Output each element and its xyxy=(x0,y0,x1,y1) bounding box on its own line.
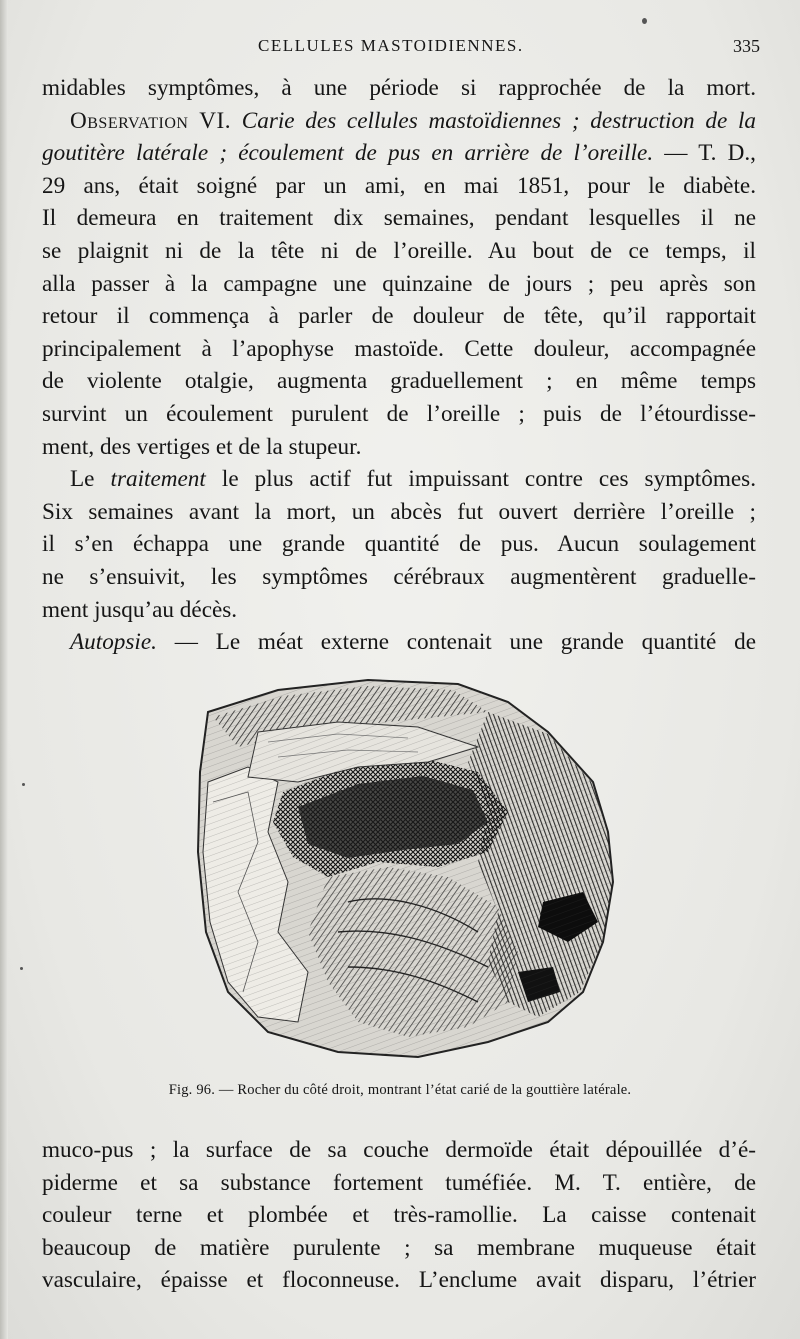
observation-title: Carie des cellules mastoïdiennes ; destruction de la xyxy=(241,107,757,134)
body-text-top xyxy=(42,72,756,659)
text-line xyxy=(42,333,756,366)
text-span: retour il commença à parler de douleur de tête, qu’il rapportait xyxy=(42,303,756,330)
print-speck xyxy=(642,18,647,24)
text-span: principalement à l’apophyse mastoïde. Cette douleur, accompagnée xyxy=(42,335,756,362)
text-span: — Le méat externe contenait une grande quantité de xyxy=(156,629,756,656)
text-line xyxy=(42,202,756,235)
text-line xyxy=(42,170,756,203)
text-span: Six semaines avant la mort, un abcès fut ouvert derrière l’oreille ; xyxy=(42,498,756,525)
text-line xyxy=(42,268,756,301)
observation-heading-line xyxy=(42,105,756,138)
figure-engraving-temporal-bone xyxy=(188,672,618,1062)
text-line xyxy=(42,365,756,398)
page-header xyxy=(0,32,800,60)
text-span: — T. D., xyxy=(664,140,756,167)
text-line xyxy=(42,626,756,659)
italic-term-autopsie: Autopsie. xyxy=(70,629,157,656)
text-span: ment jusqu’au décès. xyxy=(42,596,238,623)
text-line xyxy=(42,398,756,431)
observation-title-cont: goutitère latérale ; écoulement de pus en arrière de l’oreille. xyxy=(42,140,654,167)
text-span: 29 ans, était soigné par un ami, en mai 1851, pour le diabète. xyxy=(42,172,756,199)
text-line xyxy=(42,1232,756,1265)
text-span: ment, des vertiges et de la stupeur. xyxy=(42,433,362,460)
text-line xyxy=(42,528,756,561)
text-line xyxy=(42,1134,756,1167)
text-span: survint un écoulement purulent de l’oreille ; puis de l’étourdisse- xyxy=(42,400,756,427)
text-span: alla passer à la campagne une quinzaine de jours ; peu après son xyxy=(42,270,756,297)
text-line xyxy=(42,1264,756,1297)
text-line xyxy=(42,594,756,627)
text-span: Le xyxy=(70,466,111,493)
engraving-illustration xyxy=(188,672,618,1062)
text-span: couleur terne et plombée et très-ramollie. La caisse contenait xyxy=(42,1202,756,1229)
italic-term-traitement: traitement xyxy=(110,466,206,493)
print-speck xyxy=(22,783,25,786)
text-span: muco-pus ; la surface de sa couche dermoïde était dépouillée d’é- xyxy=(42,1137,756,1163)
text-span: se plaignit ni de la tête ni de l’oreille. Au bout de ce temps, il xyxy=(42,237,756,264)
text-line xyxy=(42,1167,756,1200)
running-title: CELLULES MASTOIDIENNES. xyxy=(258,36,524,55)
text-span: vasculaire, épaisse et floconneuse. L’enclume avait disparu, l’étrier xyxy=(42,1267,756,1294)
page-number: 335 xyxy=(733,36,760,56)
text-span: le plus actif fut impuissant contre ces symptômes. xyxy=(205,466,756,493)
text-line xyxy=(42,137,756,170)
text-line xyxy=(42,496,756,529)
text-span: piderme et sa substance fortement tuméfiée. M. T. entière, de xyxy=(42,1169,756,1196)
text-line xyxy=(42,1199,756,1232)
figure-caption: Fig. 96. — Rocher du côté droit, montrant l’état carié de la gouttière latérale. xyxy=(168,1082,632,1098)
text-line xyxy=(42,463,756,496)
text-line xyxy=(42,235,756,268)
text-line xyxy=(42,300,756,333)
body-text-bottom xyxy=(42,1134,756,1297)
print-speck xyxy=(20,967,23,970)
text-line xyxy=(42,72,756,105)
text-span: midables symptômes, à une période si rapprochée de la mort. xyxy=(42,75,756,101)
text-span: beaucoup de matière purulente ; sa membrane muqueuse était xyxy=(42,1234,756,1261)
text-span: ne s’ensuivit, les symptômes cérébraux augmentèrent graduelle- xyxy=(42,563,756,590)
text-span: de violente otalgie, augmenta graduellement ; en même temps xyxy=(42,368,756,395)
text-span: il s’en échappa une grande quantité de pus. Aucun soulagement xyxy=(42,531,756,558)
text-line xyxy=(42,431,756,464)
text-span: Il demeura en traitement dix semaines, pendant lesquelles il ne xyxy=(42,205,756,232)
text-line xyxy=(42,561,756,594)
observation-label: Observation VI. xyxy=(70,107,232,134)
page-gutter-shadow xyxy=(0,0,8,1339)
